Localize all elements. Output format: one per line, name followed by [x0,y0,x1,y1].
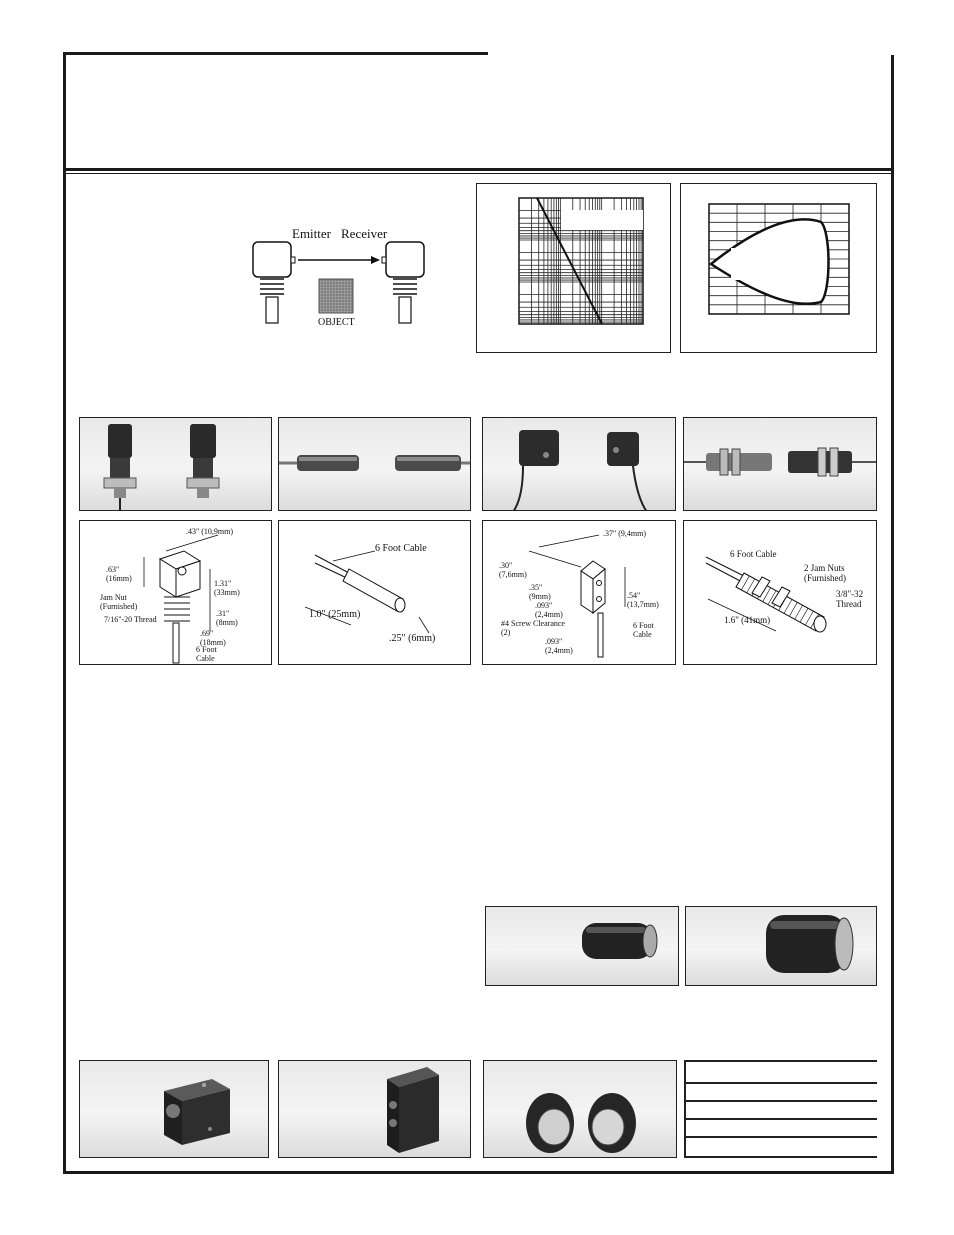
thru-beam-diagram [240,222,440,337]
barrel-cable: 6 Foot Cable [730,549,777,559]
cube-dim-left: .63" (16mm) [106,565,132,583]
object-label: OBJECT [318,317,355,328]
block-dim-right: .54" (13,7mm) [627,591,659,609]
header-rule [63,168,894,171]
cube-dim-right1: 1.31" (33mm) [214,579,240,597]
receiver-label: Receiver [341,226,388,241]
photo-lens-large [685,906,877,986]
cube-dim-right2: .31" (8mm) [216,609,238,627]
block-dim-left: .30" (7,6mm) [499,561,527,579]
table-row [684,1082,877,1084]
cube-jam-nut: Jam Nut (Furnished) [100,593,138,611]
cylinder-cable: 6 Foot Cable [375,543,427,554]
photo-mounting-block-1 [79,1060,269,1158]
excess-gain-chart [476,183,671,353]
block-dim-mid: .35" (9mm) [529,583,551,601]
drawing-barrel [683,520,877,665]
cube-dim-top: .43" (10,9mm) [186,527,234,536]
cube-thread: 7/16"-20 Thread [104,615,157,624]
block-dim-hole: .093" (2,4mm) [535,601,563,619]
block-dim-bottom: .093" (2,4mm) [545,637,573,655]
barrel-thread: 3/8"-32 Thread [836,589,864,609]
photo-lens-small [485,906,679,986]
spec-table [684,1060,877,1158]
barrel-length: 1.6" (41mm) [724,615,771,625]
photo-barrel-sensors [683,417,877,511]
table-row [684,1118,877,1120]
photo-mounting-block-2 [278,1060,471,1158]
cylinder-diameter: .25" (6mm) [389,633,436,644]
table-left-rule [684,1060,686,1158]
drawing-cube-threaded [79,520,272,665]
photo-cylinder-sensors [278,417,471,511]
drawing-cylinder [278,520,471,665]
emitter-label: Emitter [292,226,331,241]
block-screw: #4 Screw Clearance (2) [501,619,565,637]
drawing-block [482,520,676,665]
barrel-jam-nuts: 2 Jam Nuts (Furnished) [804,563,846,583]
cube-cable: 6 Foot Cable [196,645,217,663]
block-cable: 6 Foot Cable [633,621,654,639]
table-row [684,1136,877,1138]
block-dim-top: .37" (9,4mm) [603,529,647,538]
table-row [684,1100,877,1102]
table-top-rule [684,1060,877,1062]
header-rule-thin [63,173,894,174]
beam-pattern-chart [680,183,877,353]
cylinder-length: 1.0" (25mm) [309,609,361,620]
photo-lens-pair [483,1060,677,1158]
photo-block-sensors [482,417,676,511]
photo-cube-threaded-sensors [79,417,272,511]
cube-dim-right3: .69" (18mm) [200,629,226,647]
table-bottom-rule [684,1156,877,1158]
header-top-gap [488,49,898,55]
